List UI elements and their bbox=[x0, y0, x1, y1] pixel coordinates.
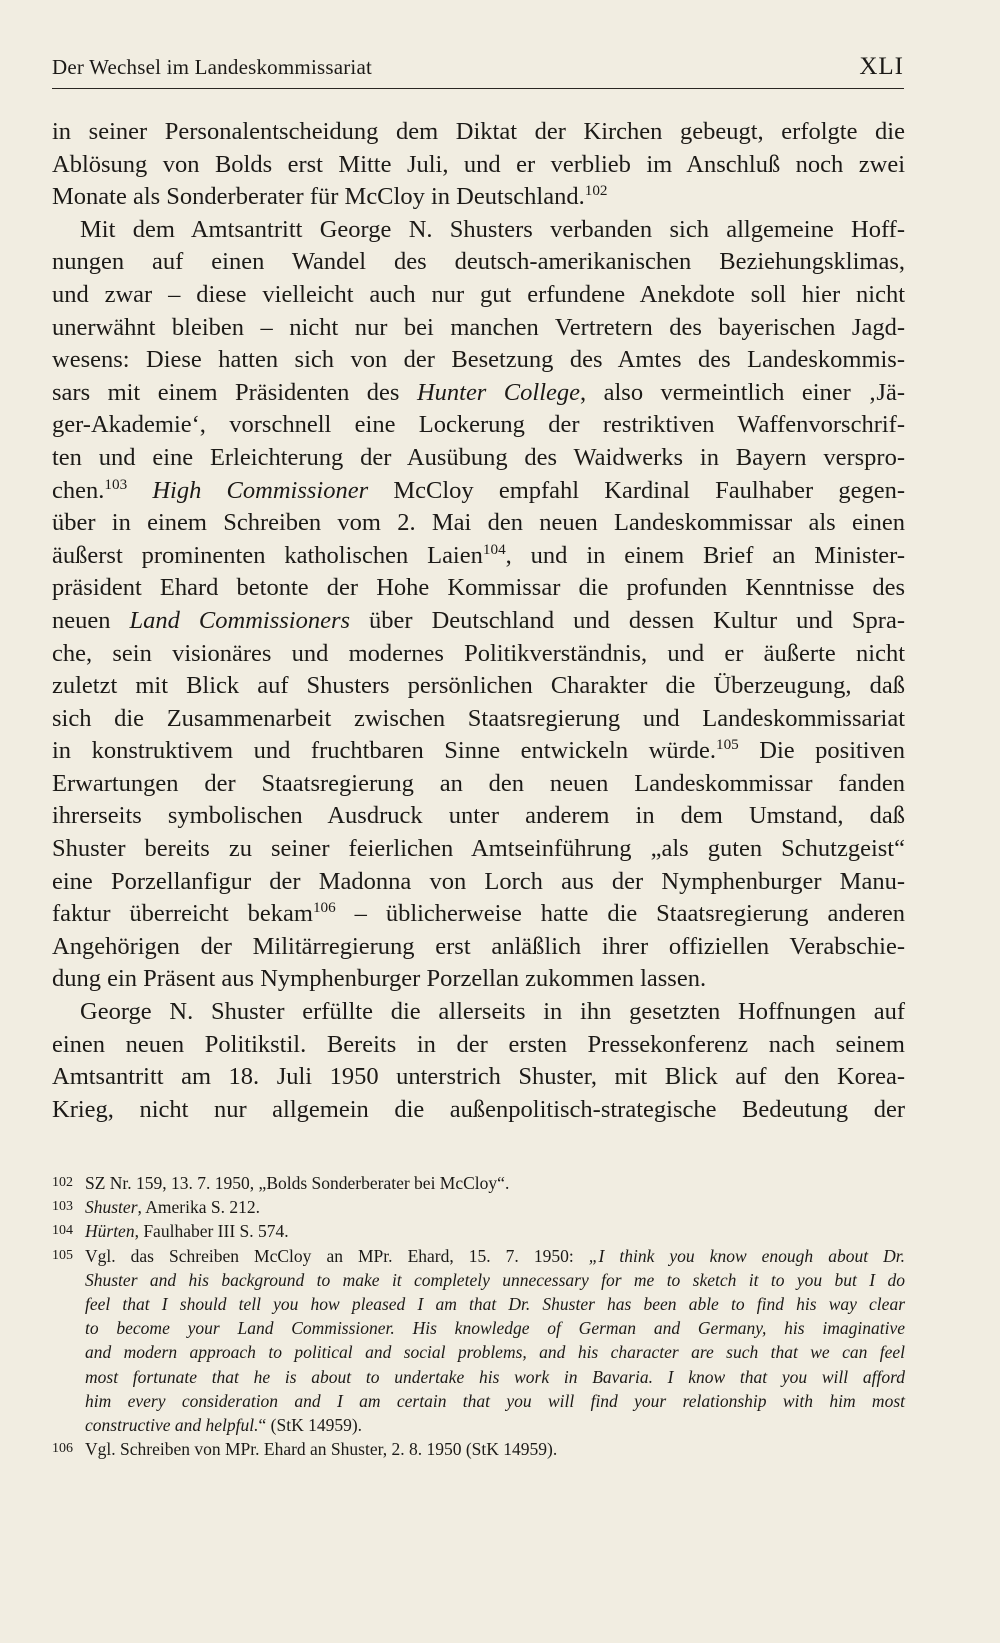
text-line: George N. Shuster erfüllte die allerseits in ihn gesetzten Hoffnungen auf bbox=[80, 998, 905, 1026]
text-line: äußerst prominenten katholischen Laien$^{104}$, und in einem Brief an Minister- bbox=[52, 540, 905, 569]
text-line: neuen Land Commissioners über Deutschland und dessen Kultur und Spra- bbox=[52, 606, 906, 634]
text-line: wesens: Diese hatten sich von der Besetzung des Amtes des Landeskommis- bbox=[52, 346, 905, 374]
text-line: nungen auf einen Wandel des deutsch-amerikanischen Beziehungsklimas, bbox=[52, 248, 905, 276]
text-line: Krieg, nicht nur allgemein die außenpolitisch-strategische Bedeutung der bbox=[52, 1095, 905, 1123]
running-title: Der Wechsel im Landeskommissariat bbox=[52, 55, 373, 79]
text-line: Amtsantritt am 18. Juli 1950 unterstrich Shuster, mit Blick auf den Korea- bbox=[52, 1063, 905, 1091]
footnote bbox=[52, 1244, 905, 1438]
footnote-line: and modern approach to political and social problems, and his character are such that we can feel bbox=[85, 1342, 905, 1363]
footnote-number: 105 bbox=[52, 1247, 73, 1263]
footnote-line: most fortunate that he is about to undertake his work in Bavaria. I know that you will afford bbox=[85, 1366, 905, 1387]
footnote-number: 102 bbox=[52, 1175, 73, 1190]
footnote-ref[interactable]: 103 bbox=[104, 475, 128, 493]
text-line: ihrerseits symbolischen Ausdruck unter anderem in dem Umstand, daß bbox=[52, 802, 905, 830]
text-line: sars mit einem Präsidenten des Hunter College, also vermeintlich einer ‚Jä- bbox=[52, 378, 905, 406]
text-line: che, sein visionäres und modernes Politikverständnis, und er äußerte nicht bbox=[52, 639, 905, 667]
footnote-ref[interactable]: 106 bbox=[312, 899, 336, 917]
text-line: in seiner Personalentscheidung dem Diktat der Kirchen gebeugt, erfolgte die bbox=[52, 118, 905, 145]
text-line: über in einem Schreiben vom 2. Mai den neuen Landeskommissar als einen bbox=[52, 509, 905, 537]
text-line: ger-Akademie‘, vorschnell eine Lockerung der restriktiven Waffenvorschrif- bbox=[52, 411, 905, 439]
text-line: Erwartungen der Staatsregierung an den neuen Landeskommissar fanden bbox=[52, 769, 905, 797]
footnote-number: 103 bbox=[52, 1199, 73, 1215]
text-line: einen neuen Politikstil. Bereits in der ersten Pressekonferenz nach seinem bbox=[52, 1030, 905, 1058]
footnote-line: SZ Nr. 159, 13. 7. 1950, „Bolds Sonderberater bei McCloy“. bbox=[85, 1173, 510, 1193]
text-line: eine Porzellanfigur der Madonna von Lorch aus der Nymphenburger Manu- bbox=[52, 867, 905, 895]
running-header bbox=[52, 52, 904, 86]
footnote bbox=[52, 1219, 905, 1243]
footnote-line: him every consideration and I am certain that you will find your relationship with him most bbox=[85, 1390, 905, 1411]
footnote-line: Vgl. das Schreiben McCloy an MPr. Ehard, 15. 7. 1950: „I think you know enough about Dr. bbox=[85, 1245, 906, 1266]
footnote-ref[interactable]: 102 bbox=[584, 182, 608, 200]
footnote-line: Hürten, Faulhaber III S. 574. bbox=[85, 1221, 289, 1242]
footnote-line: Vgl. Schreiben von MPr. Ehard an Shuster, 2. 8. 1950 (StK 14959). bbox=[85, 1439, 558, 1460]
footnotes bbox=[52, 1171, 905, 1461]
page-number: XLI bbox=[859, 53, 904, 80]
footnote-line: Shuster and his background to make it completely unnecessary for me to sketch it to you but I do bbox=[85, 1269, 905, 1290]
text-line: dung ein Präsent aus Nymphenburger Porzellan zukommen lassen. bbox=[52, 965, 707, 993]
header-divider bbox=[52, 88, 904, 89]
footnote-line: to become your Land Commissioner. His knowledge of German and Germany, his imaginative bbox=[85, 1318, 905, 1339]
footnote-line: constructive and helpful.“ (StK 14959). bbox=[85, 1415, 363, 1436]
text-line: Angehörigen der Militärregierung erst anläßlich ihrer offiziellen Verabschie- bbox=[52, 932, 905, 960]
main-text bbox=[52, 116, 905, 1126]
text-line: zuletzt mit Blick auf Shusters persönlichen Charakter die Überzeugung, daß bbox=[52, 672, 905, 700]
text-line: präsident Ehard betonte der Hohe Kommissar die profunden Kenntnisse des bbox=[52, 574, 905, 602]
footnote bbox=[52, 1195, 905, 1219]
text-line: ten und eine Erleichterung der Ausübung des Waidwerks in Bayern verspro- bbox=[52, 443, 905, 471]
text-line: Mit dem Amtsantritt George N. Shusters verbanden sich allgemeine Hoff- bbox=[80, 215, 905, 243]
footnote-number: 106 bbox=[52, 1441, 73, 1457]
text-line: Shuster bereits zu seiner feierlichen Amtseinführung „als guten Schutzgeist“ bbox=[52, 835, 905, 863]
text-line: sich die Zusammenarbeit zwischen Staatsregierung und Landeskommissariat bbox=[52, 704, 905, 732]
text-line: Ablösung von Bolds erst Mitte Juli, und er verblieb im Anschluß noch zwei bbox=[52, 150, 905, 178]
footnote-ref[interactable]: 105 bbox=[715, 736, 739, 754]
text-line: unerwähnt bleiben – nicht nur bei manchen Vertretern des bayerischen Jagd- bbox=[52, 313, 905, 341]
text-line: Monate als Sonderberater für McCloy in Deutschland.$^{102}$ bbox=[52, 182, 608, 211]
footnote bbox=[52, 1437, 905, 1461]
footnote-number: 104 bbox=[52, 1223, 73, 1239]
footnote-line: Shuster, Amerika S. 212. bbox=[85, 1197, 260, 1218]
footnote-line: feel that I should tell you how pleased I am that Dr. Shuster has been able to find his way clear bbox=[85, 1294, 905, 1315]
footnote-ref[interactable]: 104 bbox=[482, 540, 506, 558]
text-line: in konstruktivem und fruchtbaren Sinne entwickeln würde.$^{105}$ Die positiven bbox=[52, 736, 905, 765]
footnote bbox=[52, 1171, 905, 1195]
text-line: faktur überreicht bekam$^{106}$ – üblicherweise hatte die Staatsregierung anderen bbox=[52, 899, 906, 928]
text-line: und zwar – diese vielleicht auch nur gut erfundene Anekdote soll hier nicht bbox=[52, 280, 905, 308]
text-line: chen.$^{103}$ High Commissioner McCloy empfahl Kardinal Faulhaber gegen- bbox=[52, 475, 905, 504]
